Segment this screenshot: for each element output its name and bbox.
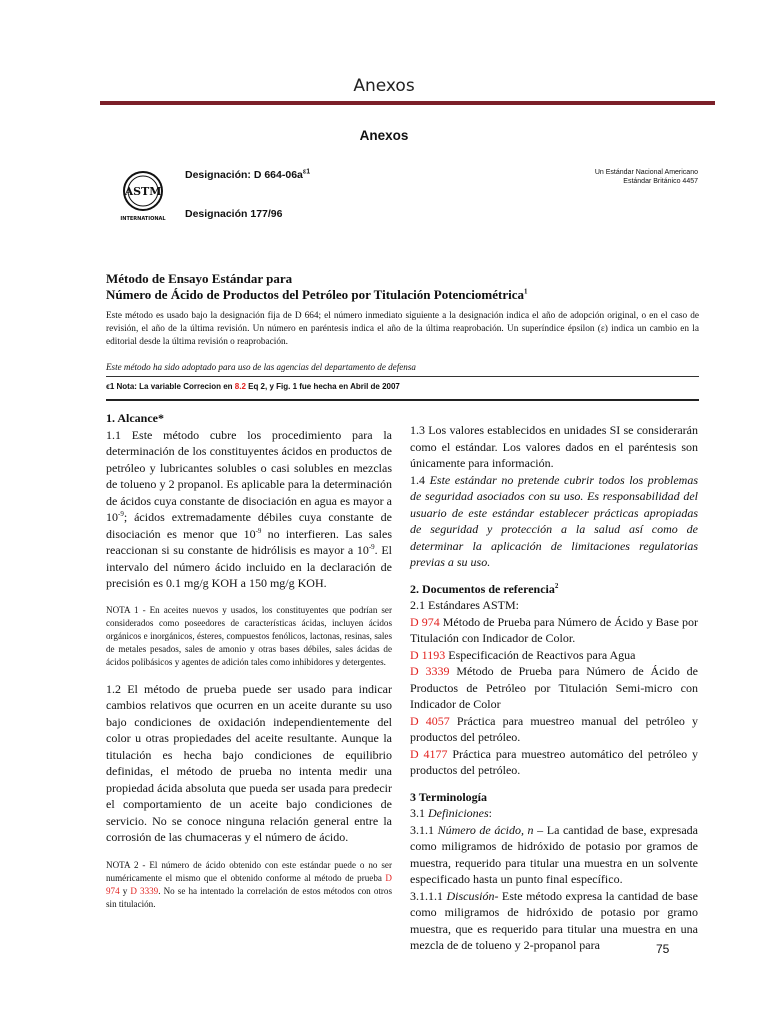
designation-primary [185, 169, 310, 181]
logo-text: ASTM [124, 185, 162, 198]
paragraph-3-1-1-1: 3.1.1.1 Discusión- Este método expresa la cantidad de base como miligramos de hidróxido de potasio por gramo muestra, que es requerido para titular una muestra en una mezcla de de tolueno y 2-propanol para [410, 888, 698, 952]
document-title-line1: Método de Ensayo Estándar para [106, 271, 293, 286]
page-header-title: Anexos [353, 76, 415, 96]
paragraph-1-1: 1.1 Este método cubre los procedimiento para la determinación de los constituyentes ácidos en productos de petróleo y lubricantes solubles o casi solubles en mezclas de tolueno y 2 propanol. Es aplicable para la determinación de ácidos cuya constante de disociación en agua es mayor a $10^{-9}$; ácidos extremadamente débiles cuya constante de disociación es menor que $10^{-9}$ no interfieren. Las sales reaccionan si su constante de hidrólisis es mayor a $10^{-9}$. El intervalo del número ácido incluido en la declaración de precisión es 0.1 mg/g KOH a 150 mg/g KOH. [106, 427, 392, 590]
paragraph-3-1: 3.1 Definiciones: [410, 806, 492, 820]
reference-d3339: D 3339 Método de Prueba para Número de Ácido de Productos de Petróleo por Titulación Semi-micro con Indicador de Color [410, 664, 698, 711]
paragraph-2-1: 2.1 Estándares ASTM: [410, 598, 519, 612]
epsilon-note-link[interactable]: 8.2 [234, 382, 246, 391]
note-1: NOTA 1 - En aceites nuevos y usados, los constituyentes que podrían ser considerados como poseedores de características ácidas, incluyen ácidos orgánicos e inorgánicos, ésteres, compuestos fenólicos, lactonas, resinas, sales de metales pesados, sales de amonio y otras bases débiles, sales ácidas de ácidos polibásicos y agentes de adición tales como inhibidores y detergentes. [106, 604, 392, 667]
ref-code[interactable]: D 4057 [410, 713, 450, 728]
section-3-heading: 3 Terminología [410, 789, 488, 804]
rule-thin [106, 376, 699, 377]
astm-logo [119, 170, 167, 222]
page-number: 75 [656, 942, 670, 956]
header-divider [100, 101, 715, 105]
paragraph-1-3: 1.3 Los valores establecidos en unidades SI se considerarán como el estándar. Los valores dados en el paréntesis son únicamente para información. [410, 423, 698, 470]
ref-code[interactable]: D 3339 [410, 664, 450, 678]
ref-link-d3339[interactable]: D 3339 [130, 885, 159, 896]
section-2-heading: 2. Documentos de referencia$^2$ [410, 581, 559, 596]
title-footnote-ref: 1 [524, 287, 528, 296]
designation-epsilon: ε1 [302, 168, 311, 176]
logo-subtext: INTERNATIONAL [120, 216, 166, 222]
right-column [410, 422, 698, 954]
section-subtitle: Anexos [359, 128, 409, 143]
document-title-line2: Número de Ácido de Productos del Petróleo por Titulación Potenciométrica [106, 287, 524, 302]
designation-secondary: Designación 177/96 [185, 208, 283, 220]
paragraph-1-4: 1.4 Este estándar no pretende cubrir todos los problemas de seguridad asociados con su uso. Es responsabilidad del usuario de este estándar establecer prácticas apropiadas de seguridad y protección a la salud así como de determinar la aplicación de limitaciones regulatorias previas a su uso. [410, 472, 698, 569]
paragraph-1-2: 1.2 El método de prueba puede ser usado para indicar cambios relativos que ocurren en un aceite durante su uso bajo condiciones de oxidación independientemente del color u otras propiedades del aceite resultante. Aunque la titulación es hecha bajo condiciones de equilibrio definidas, el método de prueba no intenta medir una propiedad ácida absoluta que pueda ser usada para predecir el comportamiento de un aceite bajo condiciones de servicio. No se conoce ninguna relación general entre la corrosión de las chumaceras y el número de ácido. [106, 681, 392, 844]
epsilon-note [106, 382, 400, 391]
intro-paragraph: Este método es usado bajo la designación fija de D 664; el número inmediato siguiente a la designación indica el año de adopción original, o en el caso de revisión, el año de la última revisión. Un número en paréntesis indica el año de la última reaprobación. Un superíndice épsilon (ε) indica un cambio en la editorial desde la última revisión o reaprobación. [106, 311, 699, 347]
designation-primary-text: Designación: D 664-06a [185, 169, 303, 181]
document-title [106, 271, 528, 303]
left-column [106, 410, 392, 911]
reference-d4057: D 4057 Práctica para muestreo manual del petróleo y productos del petróleo. [410, 713, 698, 744]
ref-code[interactable]: D 4177 [410, 746, 448, 761]
epsilon-note-pre: ϵ1 Nota: La variable Correcion en [106, 382, 235, 391]
defense-note: Este método ha sido adoptado para uso de las agencias del departamento de defensa [106, 362, 416, 372]
standard-info-line1: Un Estándar Nacional Americano [594, 169, 698, 176]
ref-code[interactable]: D 1193 [410, 647, 446, 662]
reference-d974: D 974 Método de Prueba para Número de Ácido y Base por Titulación con Indicador de Color. [410, 614, 698, 645]
note-2: NOTA 2 - El número de ácido obtenido con este estándar puede o no ser numéricamente el mismo que el obtenido conforme al método de prueba D 974 y D 3339. No se ha intentado la correlación de estos métodos con otros sin titulación. [106, 859, 393, 909]
rule-thick [106, 399, 699, 401]
section-1-heading: 1. Alcance* [106, 411, 164, 425]
ref-link-d974[interactable]: D 974 [106, 872, 392, 896]
epsilon-note-post: Eq 2, y Fig. 1 fue hecha en Abril de 2007 [245, 382, 400, 391]
standard-info [520, 168, 698, 186]
paragraph-3-1-1: 3.1.1 Número de ácido, n – La cantidad de base, expresada como miligramos de hidróxido de potasio por gramos de muestra, requerido para titular una muestra en un solvente especificado hasta un punto final específico. [410, 822, 698, 886]
standard-info-line2: Estándar Británico 4457 [623, 178, 698, 185]
reference-d1193: D 1193 Especificación de Reactivos para Agua [410, 647, 636, 662]
reference-d4177: D 4177 Práctica para muestreo automático del petróleo y productos del petróleo. [410, 746, 698, 777]
ref-code[interactable]: D 974 [410, 614, 440, 629]
